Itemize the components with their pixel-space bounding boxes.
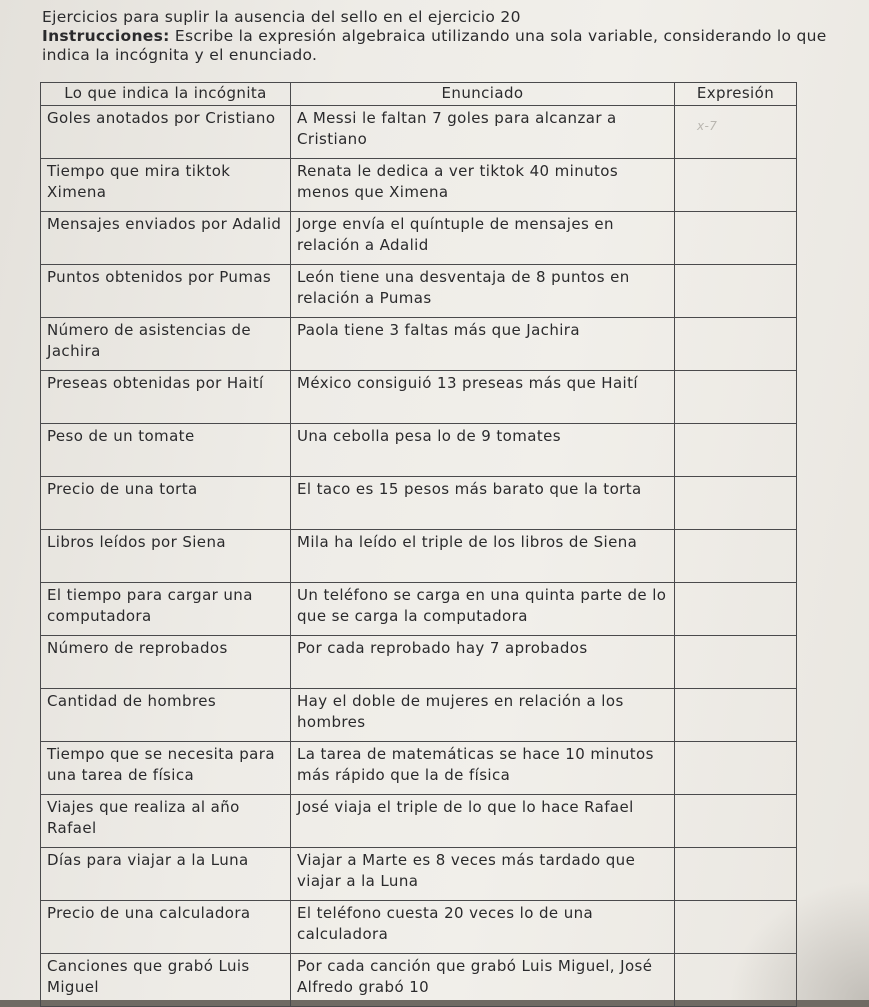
expresion-answer: x-7 (697, 119, 718, 133)
column-header-incognita: Lo que indica la incógnita (41, 83, 291, 106)
enunciado-cell: Una cebolla pesa lo de 9 tomates (291, 424, 675, 477)
table-row (41, 636, 797, 689)
worksheet-title: Ejercicios para suplir la ausencia del sello en el ejercicio 20 (42, 8, 521, 26)
table-body (41, 106, 797, 1007)
enunciado-cell: Paola tiene 3 faltas más que Jachira (291, 318, 675, 371)
table-row (41, 477, 797, 530)
table-row (41, 265, 797, 318)
table-row (41, 106, 797, 159)
expresion-cell[interactable] (675, 795, 797, 848)
table-row (41, 583, 797, 636)
expresion-cell[interactable] (675, 106, 797, 159)
incognita-cell: Goles anotados por Cristiano (41, 106, 291, 159)
incognita-cell: Preseas obtenidas por Haití (41, 371, 291, 424)
enunciado-cell: Por cada reprobado hay 7 aprobados (291, 636, 675, 689)
incognita-cell: Puntos obtenidos por Pumas (41, 265, 291, 318)
table-row (41, 318, 797, 371)
expresion-cell[interactable] (675, 636, 797, 689)
enunciado-cell: La tarea de matemáticas se hace 10 minutos más rápido que la de física (291, 742, 675, 795)
instructions (42, 27, 842, 65)
incognita-cell: Número de reprobados (41, 636, 291, 689)
enunciado-cell: Un teléfono se carga en una quinta parte de lo que se carga la computadora (291, 583, 675, 636)
table-row (41, 742, 797, 795)
column-header-enunciado: Enunciado (291, 83, 675, 106)
expresion-cell[interactable] (675, 954, 797, 1007)
expresion-cell[interactable] (675, 848, 797, 901)
incognita-cell: Precio de una calculadora (41, 901, 291, 954)
incognita-cell: Canciones que grabó Luis Miguel (41, 954, 291, 1007)
table-row (41, 848, 797, 901)
table-row (41, 159, 797, 212)
incognita-cell: Peso de un tomate (41, 424, 291, 477)
enunciado-cell: El teléfono cuesta 20 veces lo de una calculadora (291, 901, 675, 954)
incognita-cell: Libros leídos por Siena (41, 530, 291, 583)
enunciado-cell: Renata le dedica a ver tiktok 40 minutos menos que Ximena (291, 159, 675, 212)
expresion-cell[interactable] (675, 265, 797, 318)
table-row (41, 795, 797, 848)
enunciado-cell: Hay el doble de mujeres en relación a los hombres (291, 689, 675, 742)
table-row (41, 530, 797, 583)
incognita-cell: Viajes que realiza al año Rafael (41, 795, 291, 848)
table-header-row (41, 83, 797, 106)
table-row (41, 954, 797, 1007)
expresion-cell[interactable] (675, 530, 797, 583)
enunciado-cell: Viajar a Marte es 8 veces más tardado que viajar a la Luna (291, 848, 675, 901)
instructions-text: Escribe la expresión algebraica utilizando una sola variable, considerando lo que indica la incógnita y el enunciado. (42, 27, 827, 64)
enunciado-cell: A Messi le faltan 7 goles para alcanzar a Cristiano (291, 106, 675, 159)
worksheet-header (42, 8, 842, 65)
table-row (41, 901, 797, 954)
expresion-cell[interactable] (675, 159, 797, 212)
exercise-table (40, 82, 797, 1007)
incognita-cell: Precio de una torta (41, 477, 291, 530)
enunciado-cell: El taco es 15 pesos más barato que la torta (291, 477, 675, 530)
expresion-cell[interactable] (675, 477, 797, 530)
enunciado-cell: Jorge envía el quíntuple de mensajes en relación a Adalid (291, 212, 675, 265)
expresion-cell[interactable] (675, 742, 797, 795)
expresion-cell[interactable] (675, 901, 797, 954)
expresion-cell[interactable] (675, 371, 797, 424)
expresion-cell[interactable] (675, 424, 797, 477)
enunciado-cell: José viaja el triple de lo que lo hace Rafael (291, 795, 675, 848)
enunciado-cell: Mila ha leído el triple de los libros de Siena (291, 530, 675, 583)
incognita-cell: Mensajes enviados por Adalid (41, 212, 291, 265)
incognita-cell: Días para viajar a la Luna (41, 848, 291, 901)
enunciado-cell: León tiene una desventaja de 8 puntos en relación a Pumas (291, 265, 675, 318)
column-header-expresion: Expresión (675, 83, 797, 106)
incognita-cell: Tiempo que mira tiktok Ximena (41, 159, 291, 212)
table-row (41, 371, 797, 424)
incognita-cell: Tiempo que se necesita para una tarea de física (41, 742, 291, 795)
instructions-label: Instrucciones: (42, 27, 170, 45)
expresion-cell[interactable] (675, 212, 797, 265)
table-row (41, 424, 797, 477)
enunciado-cell: Por cada canción que grabó Luis Miguel, José Alfredo grabó 10 (291, 954, 675, 1007)
incognita-cell: El tiempo para cargar una computadora (41, 583, 291, 636)
enunciado-cell: México consiguió 13 preseas más que Haití (291, 371, 675, 424)
expresion-cell[interactable] (675, 689, 797, 742)
table-row (41, 212, 797, 265)
table-row (41, 689, 797, 742)
expresion-cell[interactable] (675, 583, 797, 636)
incognita-cell: Número de asistencias de Jachira (41, 318, 291, 371)
expresion-cell[interactable] (675, 318, 797, 371)
incognita-cell: Cantidad de hombres (41, 689, 291, 742)
